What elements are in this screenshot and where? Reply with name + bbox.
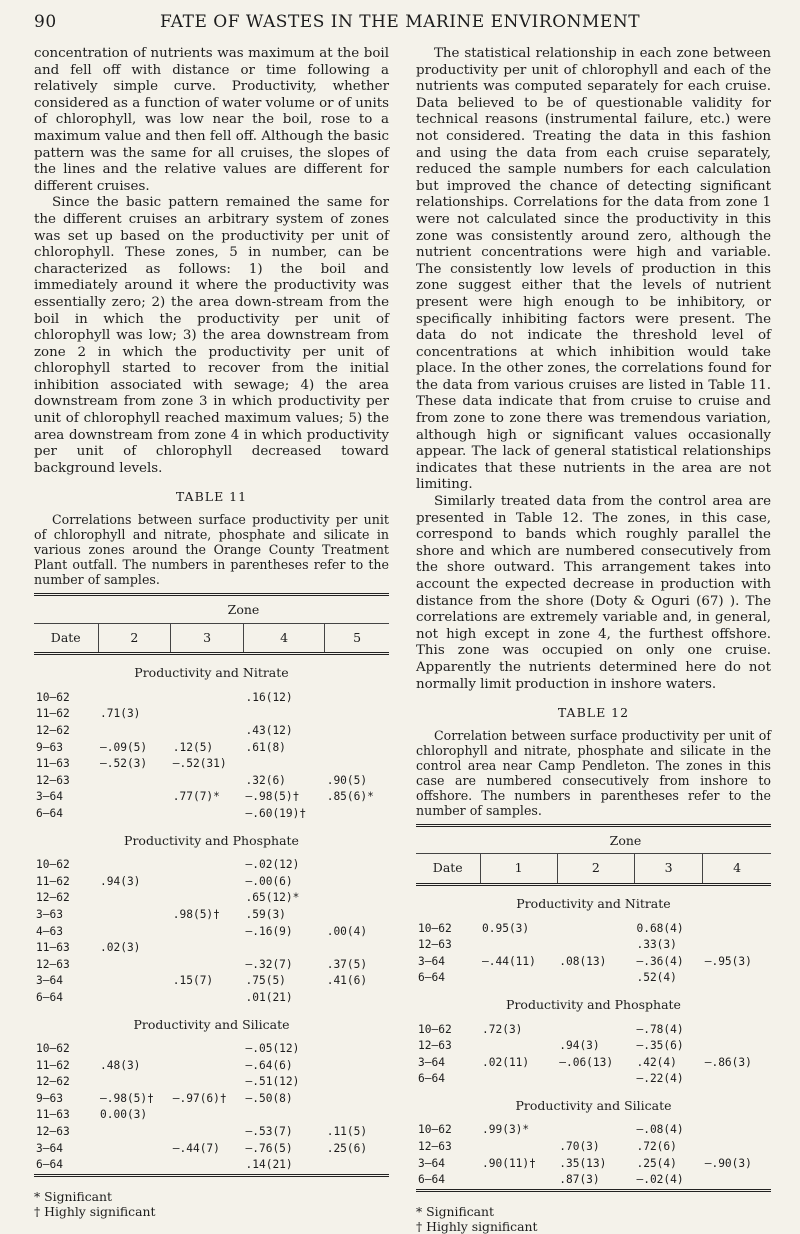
value-cell xyxy=(171,874,244,891)
table-row xyxy=(416,921,771,938)
value-cell xyxy=(98,990,171,1007)
value-cell: .43(12) xyxy=(245,724,293,737)
value-cell: .35(13) xyxy=(559,1156,607,1170)
date-cell: 12–63 xyxy=(418,1140,452,1154)
value-cell xyxy=(325,1157,389,1175)
value-cell: .41(6) xyxy=(326,974,368,988)
value-cell xyxy=(703,937,771,954)
value-cell xyxy=(98,973,171,990)
zone-spacer xyxy=(34,595,98,624)
value-cell: —.90(3) xyxy=(704,1156,752,1170)
date-cell: 12–63 xyxy=(36,957,70,971)
table-row xyxy=(416,1055,771,1072)
date-cell: 3–64 xyxy=(36,1141,63,1155)
table-row xyxy=(34,756,389,773)
section-title: Productivity and Phosphate xyxy=(124,832,299,848)
section-title: Productivity and Phosphate xyxy=(506,996,681,1012)
column-header: 4 xyxy=(244,623,325,654)
value-cell xyxy=(325,940,389,957)
value-cell: .15(7) xyxy=(172,974,214,988)
date-cell: 6–64 xyxy=(418,1173,445,1187)
page-header xyxy=(34,12,766,36)
value-cell xyxy=(171,690,244,707)
value-cell xyxy=(98,890,171,907)
table-12-notes xyxy=(416,1204,771,1234)
value-cell: .08(13) xyxy=(559,954,607,968)
date-cell: 6–64 xyxy=(418,1072,445,1086)
date-cell: 3–64 xyxy=(418,1055,445,1069)
date-cell: 10–62 xyxy=(418,1123,452,1137)
table-row xyxy=(416,1071,771,1088)
note-significant: * Significant xyxy=(34,1188,113,1204)
value-cell xyxy=(98,773,171,790)
value-cell xyxy=(325,874,389,891)
value-cell: .02(11) xyxy=(482,1055,530,1069)
note-highly-significant: † Highly significant xyxy=(34,1203,156,1219)
value-cell: .70(3) xyxy=(559,1140,600,1154)
value-cell xyxy=(325,740,389,757)
value-cell: —.44(11) xyxy=(482,954,536,968)
table-row xyxy=(34,723,389,740)
value-cell xyxy=(171,806,244,823)
table-row xyxy=(34,706,389,723)
value-cell xyxy=(557,1022,634,1039)
table-11-notes xyxy=(34,1189,389,1219)
value-cell xyxy=(171,1157,244,1175)
value-cell xyxy=(480,970,557,987)
value-cell xyxy=(325,723,389,740)
value-cell xyxy=(480,1071,557,1088)
value-cell: —.16(9) xyxy=(245,924,293,938)
table-12-label: TABLE 12 xyxy=(557,705,630,721)
table-row xyxy=(34,1157,389,1175)
value-cell: —.98(5)† xyxy=(245,790,300,804)
value-cell xyxy=(171,1058,244,1075)
value-cell xyxy=(98,1041,171,1058)
value-cell: .94(3) xyxy=(559,1039,600,1053)
left-column xyxy=(34,46,389,1219)
value-cell xyxy=(171,773,244,790)
value-cell: —.35(6) xyxy=(636,1039,684,1053)
value-cell: .48(3) xyxy=(100,1058,141,1072)
value-cell xyxy=(325,1074,389,1091)
value-cell: .14(21) xyxy=(245,1158,293,1172)
date-cell: 10–62 xyxy=(36,858,70,872)
column-header: 5 xyxy=(325,623,389,654)
value-cell: —.00(6) xyxy=(245,874,293,888)
table-row xyxy=(34,940,389,957)
value-cell xyxy=(98,789,171,806)
value-cell: .98(5)† xyxy=(172,907,220,921)
value-cell: .00(4) xyxy=(326,924,368,938)
date-cell: 12–63 xyxy=(36,1125,70,1139)
table-row xyxy=(34,957,389,974)
value-cell xyxy=(171,924,244,941)
value-cell xyxy=(703,1022,771,1039)
date-cell: 11–62 xyxy=(36,707,70,721)
value-cell xyxy=(703,1071,771,1088)
right-column xyxy=(416,46,771,1234)
value-cell xyxy=(98,1157,171,1175)
value-cell: .59(3) xyxy=(245,907,286,921)
value-cell xyxy=(703,921,771,938)
value-cell xyxy=(98,957,171,974)
table-row xyxy=(34,1091,389,1108)
table-11-label: TABLE 11 xyxy=(175,489,248,505)
table-rule xyxy=(34,1175,389,1181)
date-cell: 6–64 xyxy=(36,990,63,1004)
value-cell: —.78(4) xyxy=(636,1022,684,1036)
table-row xyxy=(416,1122,771,1139)
value-cell: .94(3) xyxy=(100,874,141,888)
column-header: Date xyxy=(34,623,98,654)
section-title: Productivity and Nitrate xyxy=(516,895,671,911)
date-cell: 11–63 xyxy=(36,757,70,771)
value-cell xyxy=(703,1139,771,1156)
value-cell xyxy=(171,1074,244,1091)
value-cell: .16(12) xyxy=(245,690,293,704)
value-cell: .02(3) xyxy=(100,941,141,955)
value-cell xyxy=(171,706,244,723)
value-cell xyxy=(325,706,389,723)
value-cell xyxy=(171,1124,244,1141)
column-header: 3 xyxy=(634,854,702,885)
date-cell: 12–62 xyxy=(36,891,70,905)
value-cell: .33(3) xyxy=(636,938,677,952)
value-cell xyxy=(98,1074,171,1091)
table-row xyxy=(34,874,389,891)
date-cell: 12–62 xyxy=(36,1075,70,1089)
date-cell: 3–64 xyxy=(36,790,63,804)
date-cell: 6–64 xyxy=(36,806,63,820)
body-paragraph: The statistical relationship in each zone between productivity per unit of chlorophyll and each of the nutrients was computed separately for each cruise. Data believed to be of questionable validity for technical reasons (instrumental failure, etc.) were not considered. Treating the data in this fashion and using the data from each cruise separately, reduced the sample numbers for each calculation but improved the chance of detecting significant relationships. Correlations for the data from zone 1 were not calculated since the productivity in this zone was consistently around zero, although the nutrient concentrations were high and variable. The consistently low levels of production in this zone suggest either that the levels of nutrient present were high enough to be inhibitory, or specifically inhibiting factors were present. The data do not indicate the threshold level of concentrations at which inhibition would take place. In the other zones, the correlations found for the data from various cruises are listed in Table 11. These data indicate that from cruise to cruise and from zone to zone there was tremendous variation, although high or significant values occasionally appear. The lack of general statistical relationships indicates that these nutrients in the area are not limiting. xyxy=(416,46,771,493)
value-cell xyxy=(98,690,171,707)
value-cell: .37(5) xyxy=(326,957,368,971)
body-paragraph: Since the basic pattern remained the same for the different cruises an arbitrary system of zones was set up based on the productivity per unit of chlorophyll. These zones, 5 in number, can be characterized as follows: 1) the boil and immediately around it where the productivity was essentially zero; 2) the area down-stream from the boil in which the productivity per unit of chlorophyll was low; 3) the area downstream from zone 2 in which the productivity per unit of chlorophyll started to recover from the initial inhibition associated with sewage; 4) the area downstream from zone 3 in which productivity per unit of chlorophyll reached maximum values; 5) the area downstream from zone 4 in which productivity per unit of chlorophyll decreased toward background levels. xyxy=(34,195,389,476)
value-cell: —.98(5)† xyxy=(100,1091,154,1105)
table-row xyxy=(34,806,389,823)
value-cell xyxy=(325,890,389,907)
value-cell xyxy=(98,907,171,924)
value-cell xyxy=(703,1038,771,1055)
value-cell xyxy=(325,806,389,823)
value-cell: —.52(3) xyxy=(100,757,148,771)
table-row xyxy=(416,1139,771,1156)
table-row xyxy=(34,773,389,790)
value-cell: .99(3)* xyxy=(482,1123,530,1137)
table-row xyxy=(416,970,771,987)
value-cell: —.95(3) xyxy=(704,954,752,968)
value-cell: —.51(12) xyxy=(245,1075,300,1089)
value-cell: .11(5) xyxy=(326,1125,368,1139)
date-cell: 9–63 xyxy=(36,740,63,754)
table-row xyxy=(34,740,389,757)
table-row xyxy=(416,1156,771,1173)
table-row xyxy=(416,1022,771,1039)
date-cell: 12–63 xyxy=(418,938,452,952)
table-row xyxy=(34,973,389,990)
value-cell xyxy=(325,1058,389,1075)
table-row xyxy=(416,1172,771,1190)
column-header: Date xyxy=(416,854,480,885)
value-cell: .12(5) xyxy=(172,740,214,754)
value-cell: .71(3) xyxy=(100,707,141,721)
value-cell: 0.68(4) xyxy=(636,921,684,935)
value-cell xyxy=(244,756,325,773)
date-cell: 9–63 xyxy=(36,1091,63,1105)
value-cell: —.44(7) xyxy=(172,1141,220,1155)
column-header: 2 xyxy=(557,854,634,885)
table-row xyxy=(416,954,771,971)
value-cell xyxy=(171,723,244,740)
value-cell: —.60(19)† xyxy=(245,806,307,820)
value-cell: 0.95(3) xyxy=(482,921,530,935)
value-cell: .25(6) xyxy=(326,1141,368,1155)
value-cell xyxy=(703,970,771,987)
value-cell xyxy=(325,857,389,874)
table-row xyxy=(34,1107,389,1124)
value-cell xyxy=(557,1071,634,1088)
value-cell xyxy=(325,990,389,1007)
table-rule xyxy=(416,1190,771,1196)
value-cell: —.76(5) xyxy=(245,1141,293,1155)
date-cell: 10–62 xyxy=(36,1042,70,1056)
date-cell: 10–62 xyxy=(418,1022,452,1036)
value-cell xyxy=(557,1122,634,1139)
value-cell xyxy=(98,723,171,740)
column-header: 2 xyxy=(98,623,171,654)
value-cell: .87(3) xyxy=(559,1173,600,1187)
date-cell: 11–62 xyxy=(36,1058,70,1072)
table-11-caption: Correlations between surface productivity per unit of chlorophyll and nitrate, phosphate and silicate in various zones around the Orange County Treatment Plant outfall. The numbers in parentheses refer to the number of samples. xyxy=(34,512,389,588)
date-cell: 11–63 xyxy=(36,941,70,955)
value-cell xyxy=(325,1041,389,1058)
value-cell: —.64(6) xyxy=(245,1058,293,1072)
value-cell xyxy=(325,690,389,707)
date-cell: 12–62 xyxy=(36,724,70,737)
table-row xyxy=(34,1141,389,1158)
table-row xyxy=(34,890,389,907)
value-cell xyxy=(480,1172,557,1190)
value-cell: —.52(31) xyxy=(172,757,227,771)
value-cell xyxy=(325,1091,389,1108)
table-row xyxy=(34,1041,389,1058)
running-title: FATE OF WASTES IN THE MARINE ENVIRONMENT xyxy=(159,12,641,32)
value-cell xyxy=(557,921,634,938)
value-cell xyxy=(480,1139,557,1156)
value-cell xyxy=(244,706,325,723)
value-cell xyxy=(480,1038,557,1055)
value-cell: .65(12)* xyxy=(245,891,300,905)
value-cell: —.02(4) xyxy=(636,1173,684,1187)
value-cell xyxy=(703,1172,771,1190)
value-cell: 0.00(3) xyxy=(100,1108,148,1122)
value-cell: .42(4) xyxy=(636,1055,677,1069)
table-row xyxy=(34,789,389,806)
value-cell xyxy=(244,940,325,957)
section-title: Productivity and Nitrate xyxy=(134,665,289,681)
note-significant: * Significant xyxy=(416,1203,495,1219)
value-cell: —.02(12) xyxy=(245,858,300,872)
table-row xyxy=(34,990,389,1007)
value-cell: —.08(4) xyxy=(636,1123,684,1137)
value-cell: .32(6) xyxy=(245,773,286,787)
column-header: 3 xyxy=(171,623,244,654)
table-row xyxy=(34,1074,389,1091)
value-cell xyxy=(703,1122,771,1139)
value-cell: .90(5) xyxy=(326,773,368,787)
body-paragraph: Similarly treated data from the control area are presented in Table 12. The zones, in this case, correspond to bands which roughly parallel the shore and which are numbered consecutively from the shore outward. This arrangement takes into account the expected decrease in production with distance from the shore (Doty & Oguri (67) ). The correlations are extremely variable and, in general, not high except in zone 4, the furthest offshore. This zone was occupied on only one cruise. Apparently the nutrients determined here do not normally limit production in inshore waters. xyxy=(416,494,771,692)
value-cell xyxy=(98,857,171,874)
note-highly-significant: † Highly significant xyxy=(416,1218,538,1234)
zone-header: Zone xyxy=(480,825,771,854)
date-cell: 3–64 xyxy=(418,954,445,968)
value-cell xyxy=(171,1041,244,1058)
value-cell: —.36(4) xyxy=(636,954,684,968)
date-cell: 6–64 xyxy=(36,1158,63,1172)
value-cell: .77(7)* xyxy=(172,790,220,804)
value-cell xyxy=(480,937,557,954)
value-cell xyxy=(171,890,244,907)
date-cell: 4–63 xyxy=(36,924,63,938)
value-cell: —.09(5) xyxy=(100,740,148,754)
zone-header: Zone xyxy=(98,595,389,624)
table-row xyxy=(416,937,771,954)
table-12-caption: Correlation between surface productivity per unit of chlorophyll and nitrate, phosphate and silicate in the control area near Camp Pendleton. The zones in this case are numbered consecutively from inshore to offshore. The numbers in parentheses refer to the number of samples. xyxy=(416,727,771,818)
table-row xyxy=(34,690,389,707)
zone-spacer xyxy=(416,825,480,854)
value-cell: —.22(4) xyxy=(636,1072,684,1086)
value-cell xyxy=(171,1107,244,1124)
value-cell: .90(11)† xyxy=(482,1156,536,1170)
section-title: Productivity and Silicate xyxy=(515,1097,672,1113)
value-cell xyxy=(98,1124,171,1141)
column-header: 4 xyxy=(703,854,771,885)
date-cell: 3–64 xyxy=(418,1156,445,1170)
table-row xyxy=(34,1058,389,1075)
value-cell xyxy=(171,990,244,1007)
value-cell: .72(6) xyxy=(636,1140,677,1154)
table-12 xyxy=(416,824,771,1196)
value-cell: .61(8) xyxy=(245,740,286,754)
value-cell xyxy=(557,937,634,954)
value-cell: —.53(7) xyxy=(245,1125,293,1139)
value-cell: —.97(6)† xyxy=(172,1091,227,1105)
value-cell: .01(21) xyxy=(245,990,293,1004)
value-cell: .72(3) xyxy=(482,1022,523,1036)
date-cell: 3–64 xyxy=(36,974,63,988)
value-cell xyxy=(171,957,244,974)
value-cell: —.86(3) xyxy=(704,1055,752,1069)
date-cell: 11–62 xyxy=(36,874,70,888)
date-cell: 6–64 xyxy=(418,971,445,985)
value-cell xyxy=(244,1107,325,1124)
date-cell: 10–62 xyxy=(418,921,452,935)
table-row xyxy=(34,857,389,874)
value-cell: .75(5) xyxy=(245,974,286,988)
section-title: Productivity and Silicate xyxy=(133,1016,290,1032)
date-cell: 12–63 xyxy=(36,773,70,787)
table-row xyxy=(34,924,389,941)
value-cell xyxy=(98,806,171,823)
value-cell xyxy=(557,970,634,987)
value-cell: —.32(7) xyxy=(245,957,293,971)
value-cell: .25(4) xyxy=(636,1156,677,1170)
value-cell xyxy=(325,756,389,773)
table-row xyxy=(34,907,389,924)
date-cell: 3–63 xyxy=(36,907,63,921)
value-cell xyxy=(171,857,244,874)
table-row xyxy=(416,1038,771,1055)
value-cell xyxy=(325,907,389,924)
value-cell: .52(4) xyxy=(636,971,677,985)
value-cell: —.05(12) xyxy=(245,1042,300,1056)
value-cell xyxy=(98,924,171,941)
column-header: 1 xyxy=(480,854,557,885)
value-cell xyxy=(98,1141,171,1158)
value-cell xyxy=(171,940,244,957)
value-cell: —.50(8) xyxy=(245,1091,293,1105)
body-paragraph: concentration of nutrients was maximum at the boil and fell off with distance or time following a relatively simple curve. Productivity, whether considered as a function of water volume or of units of chlorophyll, was low near the boil, rose to a maximum value and then fell off. Although the basic pattern was the same for all cruises, the slopes of the lines and the relative values are different for different cruises. xyxy=(34,46,389,194)
value-cell: .85(6)* xyxy=(326,790,374,804)
date-cell: 10–62 xyxy=(36,690,70,704)
value-cell xyxy=(325,1107,389,1124)
value-cell: —.06(13) xyxy=(559,1055,614,1069)
date-cell: 11–63 xyxy=(36,1108,70,1122)
page-number: 90 xyxy=(34,12,57,32)
date-cell: 12–63 xyxy=(418,1039,452,1053)
table-row xyxy=(34,1124,389,1141)
